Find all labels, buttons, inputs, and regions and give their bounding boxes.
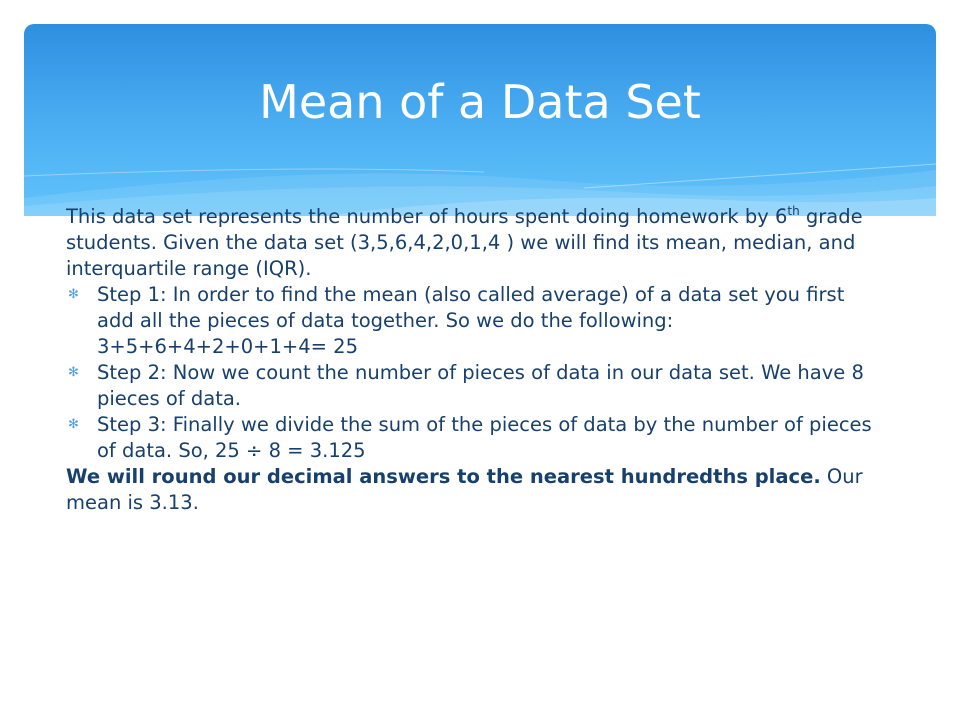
asterisk-bullet-icon: ✻ — [68, 287, 79, 302]
step-3-text: Step 3: Finally we divide the sum of the pieces of data by the number of pieces of data. So, 25 ÷ 8 = 3.125 — [97, 413, 872, 462]
intro-paragraph — [66, 204, 886, 282]
asterisk-bullet-icon: ✻ — [68, 417, 79, 432]
conclusion-paragraph — [66, 464, 886, 516]
conclusion-text: Our mean is 3.13. — [66, 465, 863, 514]
slide-body — [66, 204, 886, 516]
slide-title: Mean of a Data Set — [259, 75, 701, 129]
intro-superscript: th — [787, 203, 800, 218]
intro-text-end: grade students. Given the data set (3,5,6,4,2,0,1,4 ) we will find its mean, median, and interquartile range (IQR). — [66, 205, 863, 280]
step-2 — [66, 360, 886, 412]
step-1-text: Step 1: In order to find the mean (also called average) of a data set you first add all the pieces of data together. So we do the following: 3+5+6+4+2+0+1+4= 25 — [97, 283, 845, 358]
intro-text-start: This data set represents the number of hours spent doing homework by 6 — [66, 205, 788, 228]
step-2-text: Step 2: Now we count the number of pieces of data in our data set. We have 8 pieces of data. — [97, 361, 864, 410]
step-3 — [66, 412, 886, 464]
conclusion-bold: We will round our decimal answers to the nearest hundredths place. — [66, 465, 821, 488]
asterisk-bullet-icon: ✻ — [68, 365, 79, 380]
step-1 — [66, 282, 886, 360]
